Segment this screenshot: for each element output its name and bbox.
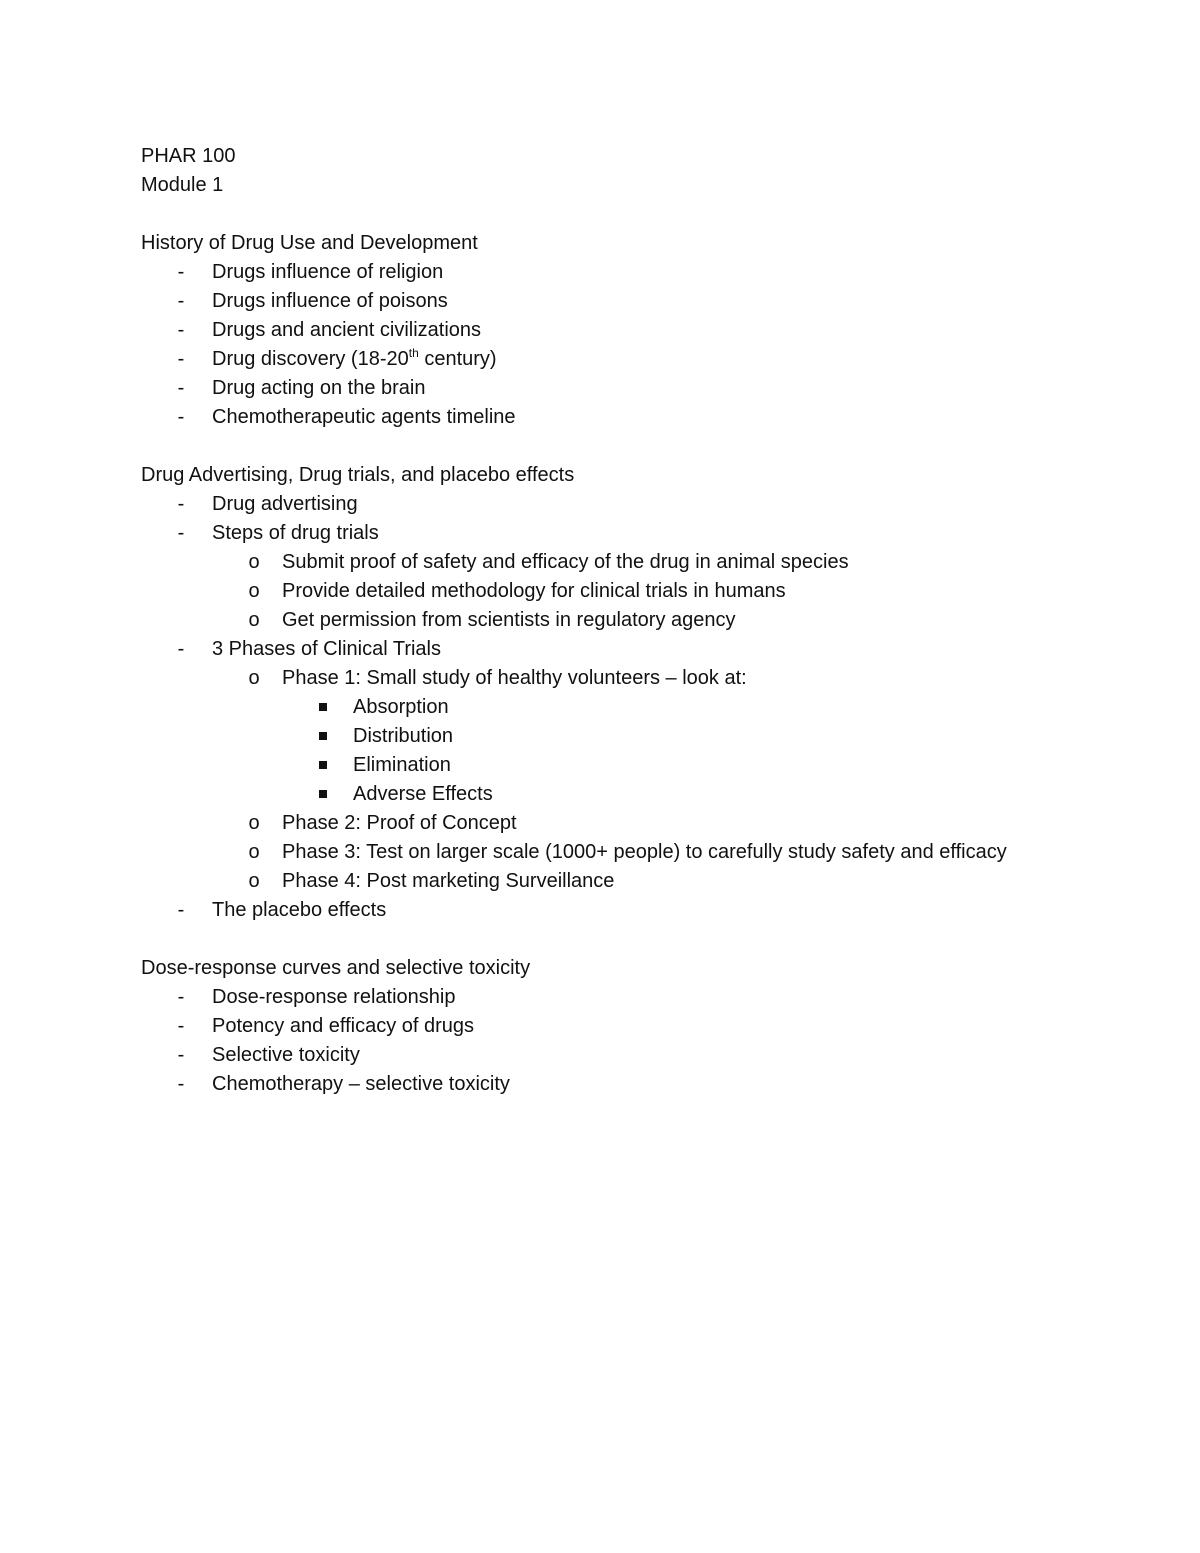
- dash-marker: -: [177, 1073, 185, 1095]
- list-item-text: Phase 2: Proof of Concept: [282, 812, 517, 834]
- sub-list-item: [141, 664, 1101, 693]
- circle-bullet-icon: o: [248, 667, 260, 689]
- sub-list-item: [141, 548, 1101, 577]
- list-item-text: Drug advertising: [212, 493, 358, 515]
- dash-marker: -: [177, 1044, 185, 1066]
- sub-sub-list-item: [141, 722, 1101, 751]
- list-item-text: Chemotherapeutic agents timeline: [212, 406, 516, 428]
- list-item: [141, 1012, 1101, 1041]
- list-item-text: The placebo effects: [212, 899, 387, 921]
- section-heading: Dose-response curves and selective toxicity: [141, 957, 531, 979]
- superscript: th: [408, 346, 419, 360]
- square-bullet-icon: [319, 761, 327, 769]
- list-item: [141, 374, 1101, 403]
- square-bullet-icon: [319, 732, 327, 740]
- list-item: [141, 1070, 1101, 1099]
- dash-marker: -: [177, 638, 185, 660]
- list-item-text: [212, 348, 497, 370]
- dash-marker: -: [177, 319, 185, 341]
- list-item-text: Phase 1: Small study of healthy volunteers – look at:: [282, 667, 747, 689]
- circle-bullet-icon: o: [248, 870, 260, 892]
- list-item: [141, 896, 1101, 925]
- dash-marker: -: [177, 522, 185, 544]
- list-item-text: Selective toxicity: [212, 1044, 360, 1066]
- dash-marker: -: [177, 493, 185, 515]
- spacer: [141, 925, 1101, 954]
- text-run: Drug discovery (18-20: [212, 348, 409, 370]
- list-item-text: Drugs influence of religion: [212, 261, 444, 283]
- section-heading: History of Drug Use and Development: [141, 232, 478, 254]
- list-item-text: Elimination: [353, 754, 451, 776]
- list-item: [141, 490, 1101, 519]
- square-bullet-icon: [319, 703, 327, 711]
- list-item-text: Drugs influence of poisons: [212, 290, 448, 312]
- course-title: PHAR 100: [141, 145, 236, 167]
- list-item: [141, 316, 1101, 345]
- list-item: [141, 403, 1101, 432]
- list-item-text: 3 Phases of Clinical Trials: [212, 638, 441, 660]
- dash-marker: -: [177, 261, 185, 283]
- dash-marker: -: [177, 1015, 185, 1037]
- sub-list-item: [141, 838, 1101, 867]
- dash-marker: -: [177, 348, 185, 370]
- dash-marker: -: [177, 290, 185, 312]
- sub-list-item: [141, 577, 1101, 606]
- list-item-text: Drugs and ancient civilizations: [212, 319, 482, 341]
- spacer: [141, 432, 1101, 461]
- list-item-text: Phase 3: Test on larger scale (1000+ people) to carefully study safety and efficacy: [282, 841, 1007, 863]
- document-content: [141, 142, 1101, 1099]
- list-item-text: Chemotherapy – selective toxicity: [212, 1073, 510, 1095]
- circle-bullet-icon: o: [248, 841, 260, 863]
- spacer: [141, 200, 1101, 229]
- list-item: [141, 983, 1101, 1012]
- sub-sub-list-item: [141, 751, 1101, 780]
- circle-bullet-icon: o: [248, 812, 260, 834]
- sub-sub-list-item: [141, 693, 1101, 722]
- sub-list-item: [141, 606, 1101, 635]
- list-item: [141, 519, 1101, 548]
- list-item: [141, 258, 1101, 287]
- module-title: Module 1: [141, 174, 224, 196]
- sub-list-item: [141, 867, 1101, 896]
- section-heading: Drug Advertising, Drug trials, and placebo effects: [141, 464, 575, 486]
- list-item-text: Submit proof of safety and efficacy of the drug in animal species: [282, 551, 849, 573]
- list-item: [141, 287, 1101, 316]
- dash-marker: -: [177, 986, 185, 1008]
- list-item-text: Potency and efficacy of drugs: [212, 1015, 475, 1037]
- circle-bullet-icon: o: [248, 551, 260, 573]
- list-item-text: Distribution: [353, 725, 454, 747]
- list-item-text: Adverse Effects: [353, 783, 493, 805]
- sub-sub-list-item: [141, 780, 1101, 809]
- dash-marker: -: [177, 899, 185, 921]
- list-item-text: Steps of drug trials: [212, 522, 379, 544]
- circle-bullet-icon: o: [248, 609, 260, 631]
- list-item-text: Drug acting on the brain: [212, 377, 426, 399]
- dash-marker: -: [177, 406, 185, 428]
- list-item: [141, 635, 1101, 664]
- list-item: [141, 1041, 1101, 1070]
- list-item: [141, 345, 1101, 374]
- list-item-text: Get permission from scientists in regulatory agency: [282, 609, 736, 631]
- sub-list-item: [141, 809, 1101, 838]
- list-item-text: Phase 4: Post marketing Surveillance: [282, 870, 615, 892]
- dash-marker: -: [177, 377, 185, 399]
- list-item-text: Provide detailed methodology for clinical trials in humans: [282, 580, 786, 602]
- list-item-text: Absorption: [353, 696, 449, 718]
- circle-bullet-icon: o: [248, 580, 260, 602]
- list-item-text: Dose-response relationship: [212, 986, 456, 1008]
- square-bullet-icon: [319, 790, 327, 798]
- text-run: century): [418, 348, 497, 370]
